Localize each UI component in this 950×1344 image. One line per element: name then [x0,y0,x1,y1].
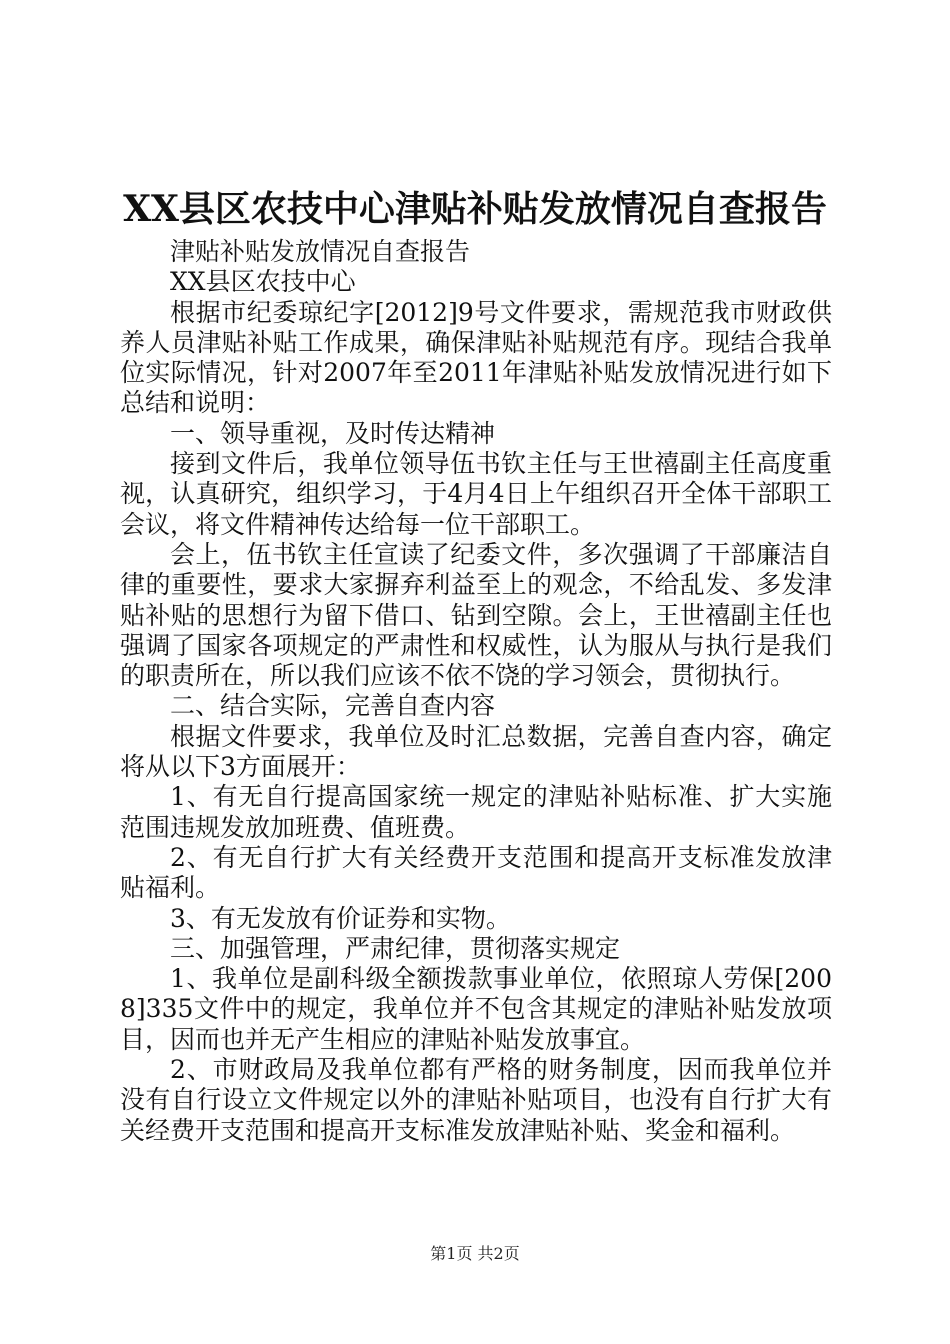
section-heading: 三、加强管理，严肃纪律，贯彻落实规定 [170,933,621,963]
list-item: 1、我单位是副科级全额拨款事业单位，依照琼人劳保[2008]335文件中的规定，我单位并不包含其规定的津贴补贴发放项目，因而也并无产生相应的津贴补贴发放事宜。 [120,964,832,1054]
list-item: 2、市财政局及我单位都有严格的财务制度，因而我单位并没有自行设立文件规定以外的津贴补贴项目，也没有自行扩大有关经费开支范围和提高开支标准发放津贴补贴、奖金和福利。 [120,1055,832,1145]
list-item: 2、有无自行扩大有关经费开支范围和提高开支标准发放津贴福利。 [120,842,832,903]
section-heading: 一、领导重视，及时传达精神 [170,418,496,448]
document-body [120,237,832,1146]
list-item: 3、有无发放有价证券和实物。 [170,903,511,933]
page-footer: 第1页 共2页 [430,1244,520,1263]
document-title: XX县区农技中心津贴补贴发放情况自查报告 [123,188,827,230]
subtitle: 津贴补贴发放情况自查报告 [170,237,471,266]
organization-name: XX县区农技中心 [170,267,356,297]
section-heading: 二、结合实际，完善自查内容 [170,691,496,721]
list-item: 1、有无自行提高国家统一规定的津贴补贴标准、扩大实施范围违规发放加班费、值班费。 [120,782,832,842]
paragraph: 根据市纪委琼纪字[2012]9号文件要求，需规范我市财政供养人员津贴补贴工作成果，确保津贴补贴规范有序。现结合我单位实际情况，针对2007年至2011年津贴补贴发放情况进行如下总结和说明： [120,297,832,418]
paragraph: 接到文件后，我单位领导伍书钦主任与王世禧副主任高度重视，认真研究，组织学习，于4月4日上午组织召开全体干部职工会议，将文件精神传达给每一位干部职工。 [120,449,832,539]
paragraph: 会上，伍书钦主任宣读了纪委文件，多次强调了干部廉洁自律的重要性，要求大家摒弃利益至上的观念，不给乱发、多发津贴补贴的思想行为留下借口、钻到空隙。会上，王世禧副主任也强调了国家各项规定的严肃性和权威性，认为服从与执行是我们的职责所在，所以我们应该不依不饶的学习领会，贯彻执行。 [120,539,832,691]
paragraph: 根据文件要求，我单位及时汇总数据，完善自查内容，确定将从以下3方面展开： [120,721,832,782]
